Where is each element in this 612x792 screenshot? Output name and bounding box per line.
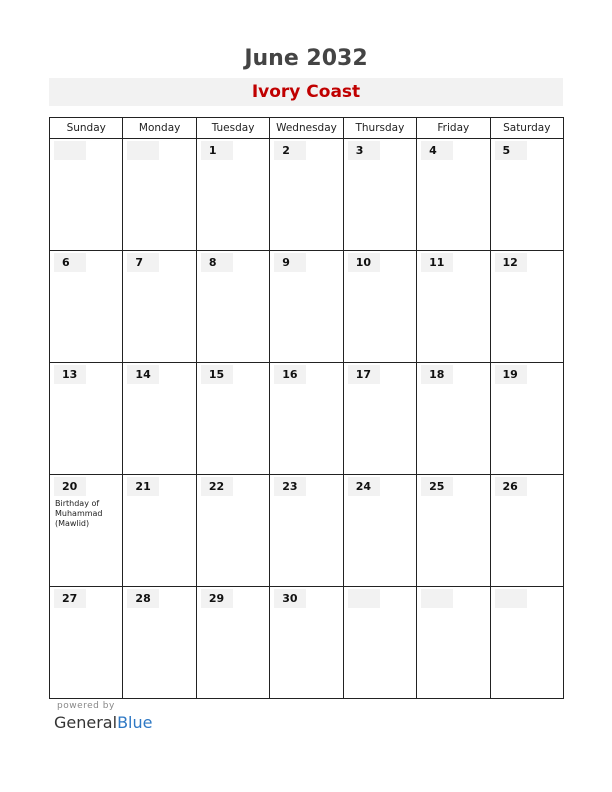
day-cell[interactable] (123, 251, 196, 363)
page-title: June 2032 (244, 46, 368, 71)
day-cell[interactable] (50, 251, 123, 363)
powered-by-label: powered by (57, 701, 115, 711)
day-number: 11 (421, 253, 453, 272)
day-cell[interactable] (123, 587, 196, 699)
day-number: 9 (274, 253, 306, 272)
day-cell[interactable] (343, 251, 416, 363)
day-number: 10 (348, 253, 380, 272)
day-number: 20 (54, 477, 86, 496)
day-number: 23 (274, 477, 306, 496)
day-number: 14 (127, 365, 159, 384)
day-cell[interactable] (50, 139, 123, 251)
day-cell[interactable] (270, 139, 343, 251)
day-number: 18 (421, 365, 453, 384)
day-cell[interactable] (490, 251, 563, 363)
day-cell[interactable] (490, 475, 563, 587)
day-cell[interactable] (50, 363, 123, 475)
day-cell[interactable] (343, 587, 416, 699)
day-number: 25 (421, 477, 453, 496)
weekday-tuesday: Tuesday (196, 118, 269, 139)
calendar-grid (49, 117, 564, 699)
weekday-friday: Friday (417, 118, 490, 139)
weekday-header-row (50, 118, 564, 139)
weekday-saturday: Saturday (490, 118, 563, 139)
day-cell[interactable] (123, 139, 196, 251)
day-number: 17 (348, 365, 380, 384)
day-number: 16 (274, 365, 306, 384)
day-number (127, 141, 159, 160)
day-number (495, 589, 527, 608)
day-number: 15 (201, 365, 233, 384)
day-cell[interactable] (490, 139, 563, 251)
day-number (54, 141, 86, 160)
day-cell[interactable] (343, 139, 416, 251)
weekday-monday: Monday (123, 118, 196, 139)
day-cell[interactable] (270, 587, 343, 699)
day-cell[interactable] (196, 587, 269, 699)
day-number: 28 (127, 589, 159, 608)
day-cell[interactable] (50, 587, 123, 699)
day-number: 24 (348, 477, 380, 496)
day-cell[interactable] (123, 475, 196, 587)
day-number (421, 589, 453, 608)
day-cell[interactable] (490, 587, 563, 699)
day-cell[interactable] (343, 475, 416, 587)
day-number (348, 589, 380, 608)
day-number: 29 (201, 589, 233, 608)
day-cell[interactable] (123, 363, 196, 475)
day-number: 8 (201, 253, 233, 272)
day-number: 7 (127, 253, 159, 272)
day-cell[interactable] (50, 475, 123, 587)
week-row (50, 251, 564, 363)
day-number: 30 (274, 589, 306, 608)
day-cell[interactable] (490, 363, 563, 475)
day-cell[interactable] (417, 363, 490, 475)
weekday-thursday: Thursday (343, 118, 416, 139)
day-cell[interactable] (270, 251, 343, 363)
day-number: 1 (201, 141, 233, 160)
day-cell[interactable] (196, 475, 269, 587)
day-cell[interactable] (270, 363, 343, 475)
week-row (50, 475, 564, 587)
weekday-sunday: Sunday (50, 118, 123, 139)
day-cell[interactable] (196, 363, 269, 475)
day-cell[interactable] (196, 139, 269, 251)
week-row (50, 587, 564, 699)
day-cell[interactable] (417, 587, 490, 699)
day-number: 27 (54, 589, 86, 608)
day-number: 2 (274, 141, 306, 160)
day-cell[interactable] (196, 251, 269, 363)
day-number: 26 (495, 477, 527, 496)
week-row (50, 139, 564, 251)
day-cell[interactable] (417, 251, 490, 363)
day-number: 21 (127, 477, 159, 496)
day-number: 3 (348, 141, 380, 160)
generalblue-logo[interactable] (54, 713, 152, 732)
day-cell[interactable] (417, 139, 490, 251)
day-cell[interactable] (270, 475, 343, 587)
day-number: 6 (54, 253, 86, 272)
day-number: 12 (495, 253, 527, 272)
day-cell[interactable] (343, 363, 416, 475)
week-row (50, 363, 564, 475)
holiday-event: Birthday of Muhammad (Mawlid) (55, 499, 103, 528)
day-number: 5 (495, 141, 527, 160)
day-number: 22 (201, 477, 233, 496)
day-number: 4 (421, 141, 453, 160)
day-number: 13 (54, 365, 86, 384)
logo-text-blue: Blue (117, 713, 153, 732)
weekday-wednesday: Wednesday (270, 118, 343, 139)
logo-text-general: General (54, 713, 118, 732)
day-number: 19 (495, 365, 527, 384)
country-banner (49, 78, 563, 106)
country-name: Ivory Coast (251, 82, 361, 102)
day-cell[interactable] (417, 475, 490, 587)
